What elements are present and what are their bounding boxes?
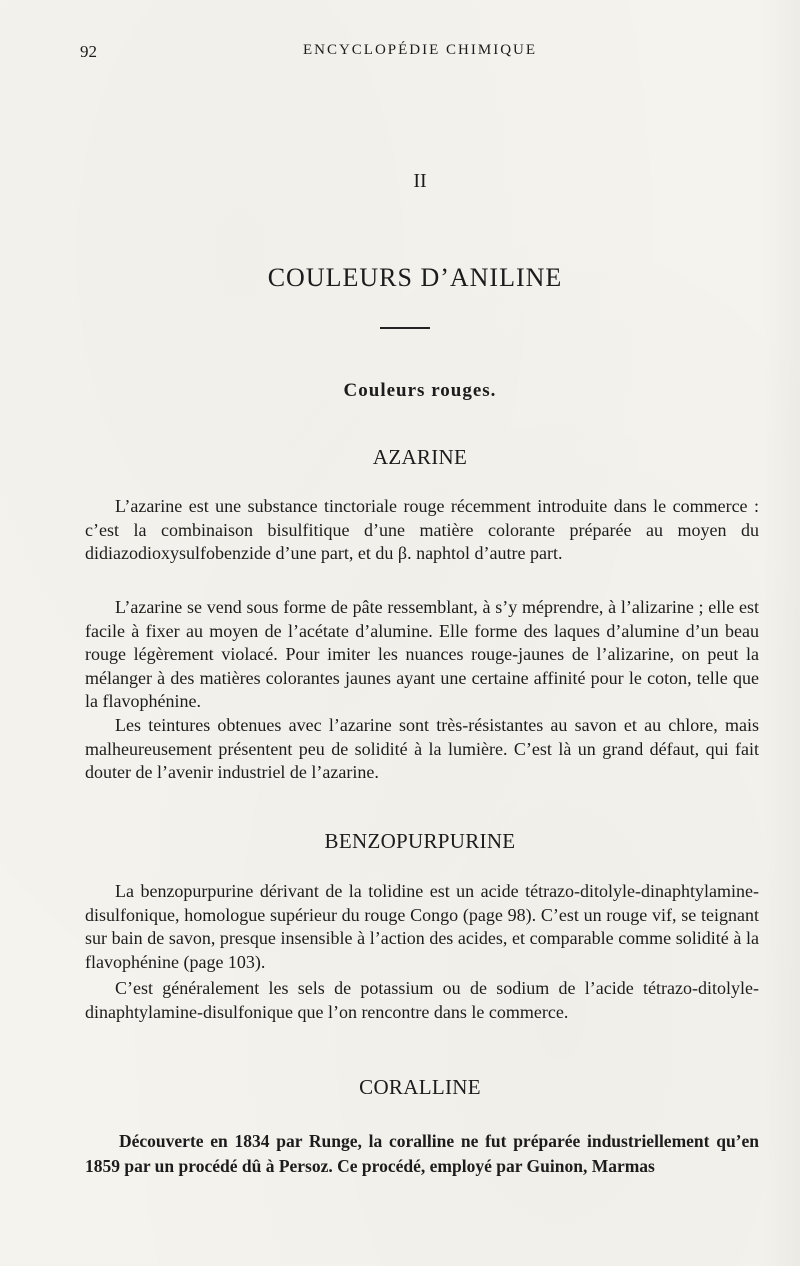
paragraph: La benzopurpurine dérivant de la tolidine est un acide tétrazo-ditolyle-dinaphtylamine-disulfonique, homologue supérieur du rouge Congo (page 98). C’est un rouge vif, se teignant sur bain de savon, presque insensible à l’action des acides, et comparable comme solidité à la flavophénine (page 103). [85,881,759,972]
page-header [80,42,760,66]
paragraph: L’azarine est une substance tinctoriale rouge récemment introduite dans le commerce : c’est la combinaison bisulfitique d’une matière colorante préparée au moyen du didiazodioxysulfobenzide d’une part, et du β. naphtol d’autre part. [85,496,759,564]
chapter-title: COULEURS D’ANILINE [267,263,563,292]
chapter-number: II [413,170,427,192]
section-heading: Couleurs rouges. [343,380,497,401]
paragraph: Les teintures obtenues avec l’azarine sont très-résistantes au savon et au chlore, mais malheureusement présentent peu de solidité à la lumière. C’est là un grand défaut, qui fait douter de l’avenir industriel de l’azarine. [85,715,759,783]
page-number: 92 [80,42,97,61]
article-heading-azarine: AZARINE [372,445,468,469]
title-rule [380,327,430,329]
running-head: ENCYCLOPÉDIE CHIMIQUE [302,42,538,58]
article-heading-coralline: CORALLINE [359,1075,481,1099]
paragraph: L’azarine se vend sous forme de pâte ressemblant, à s’y méprendre, à l’alizarine ; elle est facile à fixer au moyen de l’acétate d’alumine. Elle forme des laques d’alumine d’un beau rouge légèrement violacé. Pour imiter les nuances rouge-jaunes de l’alizarine, on peut la mélanger à des matières colorantes jaunes ayant une certaine affinité pour le coton, telle que la flavophénine. [85,597,759,712]
article-heading-benzopurpurine: BENZOPURPURINE [324,829,516,853]
paragraph: Découverte en 1834 par Runge, la coralline ne fut préparée industriellement qu’en 1859 par un procédé dû à Persoz. Ce procédé, employé par Guinon, Marmas [85,1131,759,1176]
paragraph: C’est généralement les sels de potassium ou de sodium de l’acide tétrazo-ditolyle-dinaphtylamine-disulfonique que l’on rencontre dans le commerce. [85,978,759,1022]
